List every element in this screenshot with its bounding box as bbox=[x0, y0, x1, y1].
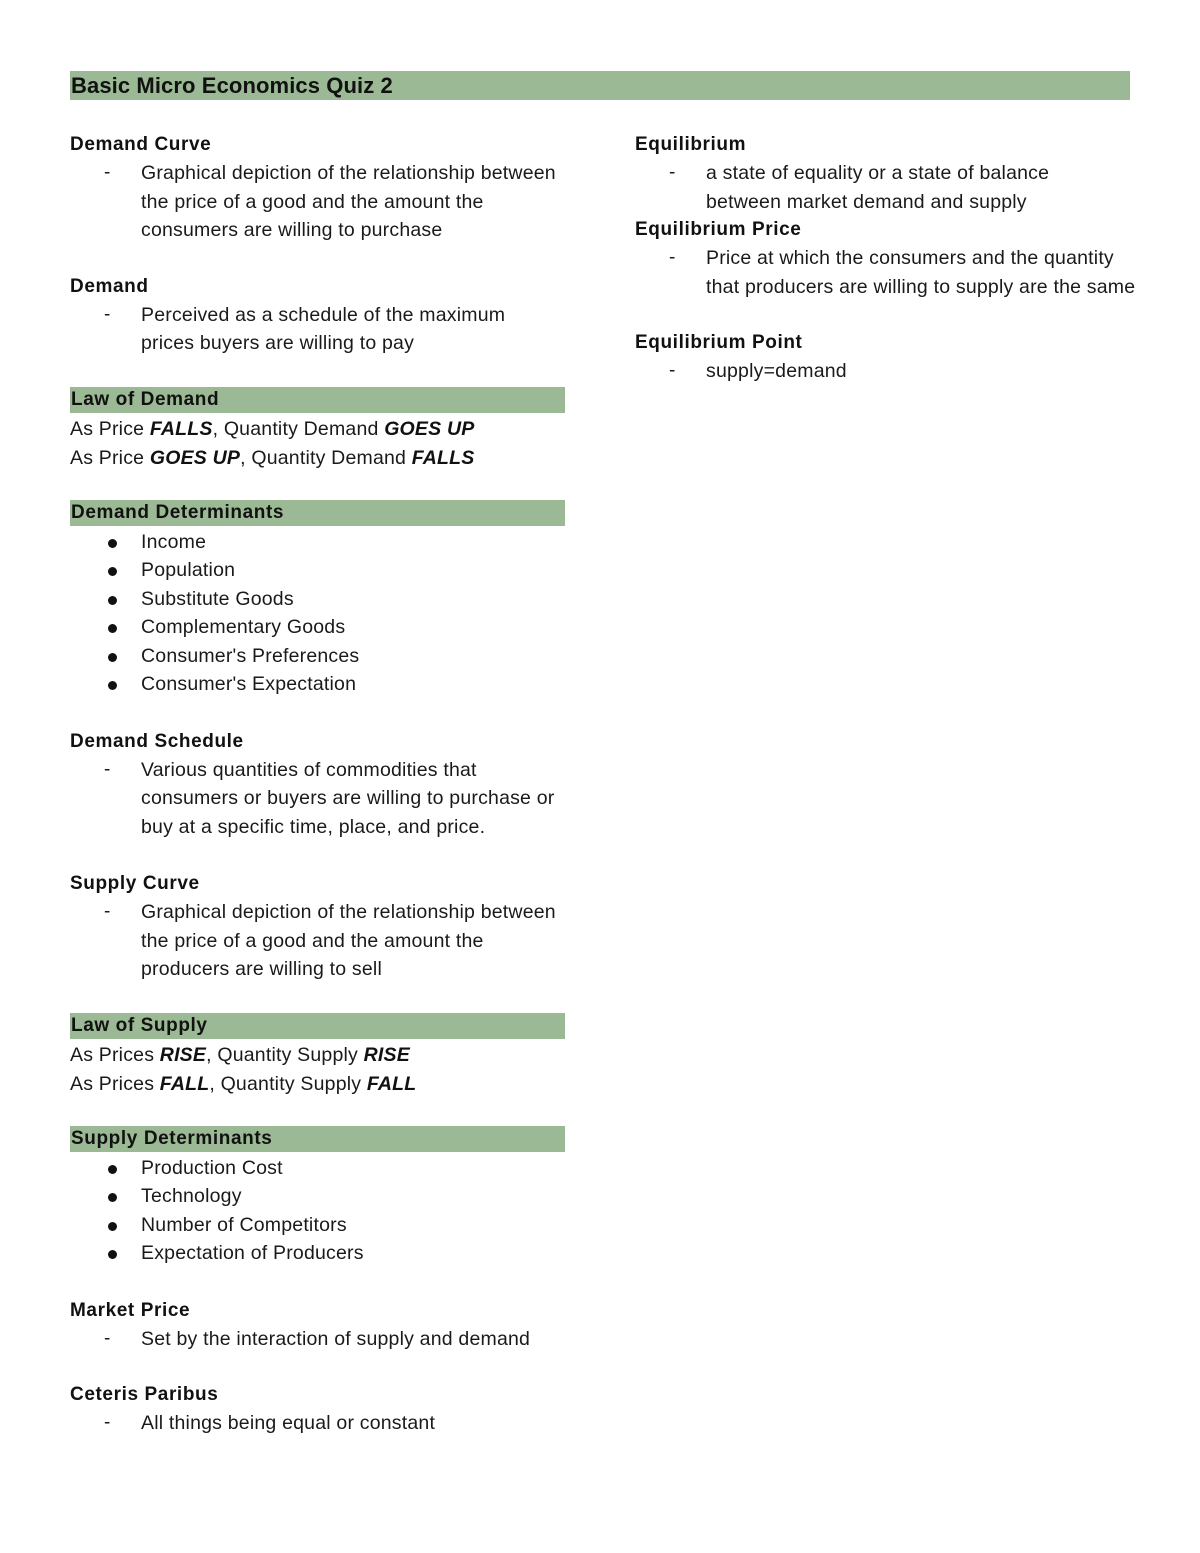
bullet-icon bbox=[108, 1165, 117, 1174]
section-demand-schedule bbox=[70, 728, 570, 842]
section-heading: Equilibrium Price bbox=[635, 219, 802, 240]
law-emphasis: GOES UP bbox=[384, 417, 475, 440]
section-heading: Demand bbox=[70, 275, 149, 297]
item-text: Perceived as a schedule of the maximum prices buyers are willing to pay bbox=[141, 303, 506, 354]
item-text: Price at which the consumers and the quantity that producers are willing to supply are the same bbox=[706, 247, 1136, 298]
bullet-icon bbox=[108, 681, 117, 690]
bullet-list-item bbox=[70, 670, 570, 699]
dash-marker: - bbox=[104, 303, 111, 325]
dash-marker: - bbox=[669, 360, 676, 381]
section-law-of-demand bbox=[70, 387, 570, 473]
section-supply-determinants bbox=[70, 1126, 570, 1268]
dash-list-item bbox=[635, 244, 1136, 301]
bullet-icon bbox=[108, 596, 117, 605]
section-heading: Supply Curve bbox=[70, 873, 200, 894]
bullet-list-item bbox=[70, 1182, 570, 1211]
item-text: All things being equal or constant bbox=[141, 1412, 436, 1434]
section-heading: Demand Curve bbox=[70, 134, 212, 155]
item-text: Number of Competitors bbox=[141, 1213, 347, 1236]
item-text: Graphical depiction of the relationship between the price of a good and the amount the producers are willing to sell bbox=[141, 901, 556, 980]
item-text: Graphical depiction of the relationship between the price of a good and the amount the consumers are willing to purchase bbox=[141, 162, 556, 241]
item-text: Various quantities of commodities that consumers or buyers are willing to purchase or buy at a specific time, place, and price. bbox=[141, 758, 555, 838]
dash-marker: - bbox=[104, 162, 111, 183]
law-text: , Quantity Supply bbox=[209, 1072, 367, 1095]
law-text: , Quantity Demand bbox=[240, 446, 412, 469]
bullet-list-item bbox=[70, 1154, 570, 1183]
law-line bbox=[70, 444, 570, 473]
section-supply-curve bbox=[70, 870, 570, 984]
item-text: Technology bbox=[141, 1185, 242, 1207]
dash-marker: - bbox=[104, 1327, 111, 1349]
bullet-list-item bbox=[70, 613, 570, 642]
section-demand bbox=[70, 273, 570, 358]
section-heading-highlighted: Supply Determinants bbox=[70, 1126, 565, 1152]
dash-marker: - bbox=[669, 247, 676, 268]
law-line bbox=[70, 415, 570, 444]
dash-marker: - bbox=[104, 758, 111, 780]
section-demand-curve bbox=[70, 131, 570, 245]
bullet-icon bbox=[108, 624, 117, 633]
item-text: Income bbox=[141, 530, 207, 553]
section-heading: Market Price bbox=[70, 1299, 191, 1321]
bullet-list-item bbox=[70, 556, 570, 585]
item-text: Population bbox=[141, 559, 236, 581]
section-heading: Demand Schedule bbox=[70, 730, 244, 752]
dash-marker: - bbox=[104, 1412, 111, 1433]
section-equilibrium-price bbox=[635, 216, 1135, 301]
item-text: Substitute Goods bbox=[141, 587, 294, 610]
law-text: , Quantity Supply bbox=[206, 1043, 364, 1066]
section-law-of-supply bbox=[70, 1013, 570, 1099]
dash-list-item bbox=[70, 1409, 571, 1438]
law-emphasis: RISE bbox=[159, 1043, 207, 1066]
law-emphasis: FALL bbox=[366, 1072, 417, 1095]
item-text: Expectation of Producers bbox=[141, 1242, 364, 1264]
page-title: Basic Micro Economics Quiz 2 bbox=[71, 73, 393, 98]
section-heading: Equilibrium Point bbox=[635, 332, 803, 353]
dash-list-item bbox=[70, 301, 561, 358]
section-market-price bbox=[70, 1297, 570, 1354]
section-equilibrium-point bbox=[635, 329, 1135, 386]
section-heading-highlighted: Law of Supply bbox=[70, 1013, 565, 1039]
left-column bbox=[70, 131, 570, 1438]
item-text: a state of equality or a state of balance between market demand and supply bbox=[706, 162, 1050, 213]
item-text: Consumer's Preferences bbox=[141, 644, 360, 667]
law-text: As Prices bbox=[70, 1043, 160, 1066]
dash-list-item bbox=[635, 159, 1126, 216]
law-line bbox=[70, 1070, 570, 1099]
bullet-icon bbox=[108, 1250, 117, 1259]
law-emphasis: FALLS bbox=[149, 417, 213, 440]
section-heading: Equilibrium bbox=[635, 134, 747, 155]
dash-list-item bbox=[70, 1325, 581, 1354]
section-heading-highlighted: Law of Demand bbox=[70, 387, 565, 413]
bullet-list-item bbox=[70, 585, 570, 614]
law-text: As Prices bbox=[70, 1072, 160, 1095]
law-emphasis: GOES UP bbox=[149, 446, 241, 469]
section-heading: Ceteris Paribus bbox=[70, 1384, 219, 1405]
bullet-icon bbox=[108, 1193, 117, 1202]
section-ceteris-paribus bbox=[70, 1381, 570, 1438]
law-emphasis: FALL bbox=[159, 1072, 210, 1095]
bullet-icon bbox=[108, 539, 117, 548]
item-text: supply=demand bbox=[706, 360, 847, 382]
bullet-list-item bbox=[70, 528, 570, 557]
law-text: , Quantity Demand bbox=[212, 417, 385, 440]
dash-list-item bbox=[70, 756, 571, 842]
dash-list-item bbox=[70, 898, 571, 984]
bullet-list-item bbox=[70, 1239, 570, 1268]
section-heading-highlighted: Demand Determinants bbox=[70, 500, 565, 526]
section-demand-determinants bbox=[70, 500, 570, 699]
dash-list-item bbox=[635, 357, 1126, 386]
law-emphasis: FALLS bbox=[411, 446, 475, 469]
bullet-icon bbox=[108, 1222, 117, 1231]
item-text: Consumer's Expectation bbox=[141, 673, 357, 695]
dash-list-item bbox=[70, 159, 571, 245]
item-text: Production Cost bbox=[141, 1156, 283, 1179]
bullet-list-item bbox=[70, 1211, 570, 1240]
law-text: As Price bbox=[70, 446, 150, 469]
item-text: Set by the interaction of supply and demand bbox=[141, 1327, 531, 1350]
right-column bbox=[635, 131, 1135, 386]
law-emphasis: RISE bbox=[363, 1043, 410, 1066]
law-text: As Price bbox=[70, 417, 150, 440]
item-text: Complementary Goods bbox=[141, 616, 346, 638]
dash-marker: - bbox=[104, 901, 111, 922]
dash-marker: - bbox=[669, 162, 676, 183]
section-equilibrium bbox=[635, 131, 1135, 216]
bullet-list-item bbox=[70, 642, 570, 671]
bullet-icon bbox=[108, 567, 117, 576]
bullet-icon bbox=[108, 653, 117, 662]
law-line bbox=[70, 1041, 570, 1070]
